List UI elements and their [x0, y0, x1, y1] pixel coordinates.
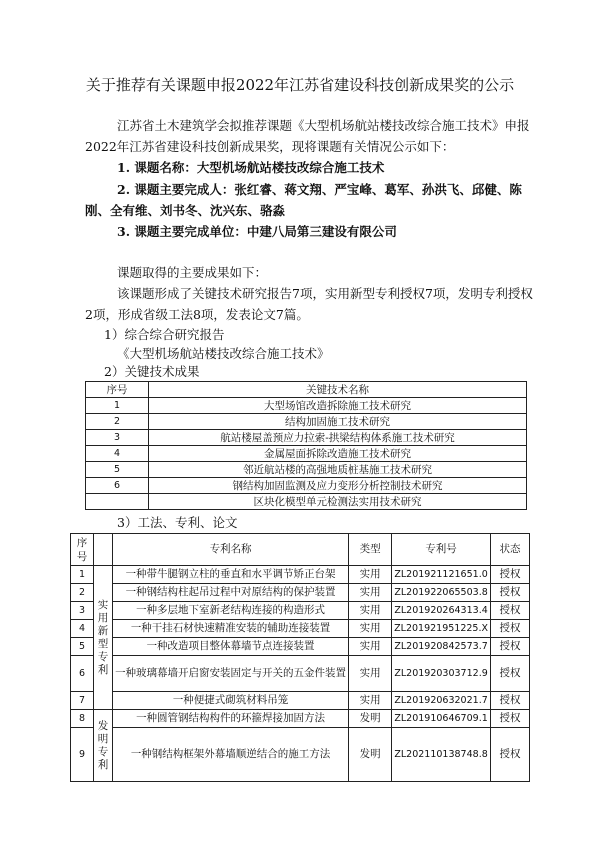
item-project-name: 1. 课题名称：大型机场航站楼技改综合施工技术: [117, 160, 385, 175]
cell-name: 一种带牛腿钢立柱的垂直和水平调节矫正台架: [113, 566, 349, 584]
col-header-no: 序号: [86, 382, 149, 398]
cell-no: 9: [71, 728, 94, 782]
cell-type: 发明: [349, 710, 392, 728]
cell-id: ZL202110138748.8: [392, 728, 491, 782]
col-header-no: 序号: [71, 534, 94, 566]
cell-type: 实用: [349, 620, 392, 638]
cell-type: 实用: [349, 656, 392, 692]
cell-no: 3: [86, 430, 149, 446]
table-row: [86, 494, 527, 510]
cell-status: 授权: [491, 602, 530, 620]
cell-type: 实用: [349, 566, 392, 584]
table-header-row: [86, 382, 527, 398]
cell-name: 一种干挂石材快速精准安装的辅助连接装置: [113, 620, 349, 638]
page-title: 关于推荐有关课题申报2022年江苏省建设科技创新成果奖的公示: [85, 76, 515, 94]
intro-line-1: 江苏省土木建筑学会拟推荐课题《大型机场航站楼技改综合施工技术》申报: [117, 118, 530, 133]
cell-status: 授权: [491, 584, 530, 602]
table-row: [71, 656, 530, 692]
cell-status: 授权: [491, 638, 530, 656]
cell-name: 一种便捷式砌筑材料吊笼: [113, 692, 349, 710]
cell-no: 1: [86, 398, 149, 414]
subsection-report: 1）综合综合研究报告: [104, 327, 225, 342]
cell-status: 授权: [491, 620, 530, 638]
cell-id: ZL201921121651.0: [392, 566, 491, 584]
cell-tech: 邻近航站楼的高强地质桩基施工技术研究: [149, 462, 527, 478]
cell-type: 实用: [349, 692, 392, 710]
cell-no: 8: [71, 710, 94, 728]
item-members-line-2: 刚、全有维、刘书冬、沈兴东、骆淼: [85, 203, 286, 218]
item-unit: 3. 课题主要完成单位：中建八局第三建设有限公司: [117, 224, 397, 239]
cell-no: 7: [71, 692, 94, 710]
cell-id: ZL201910646709.1: [392, 710, 491, 728]
cell-name: 一种多层地下室新老结构连接的构造形式: [113, 602, 349, 620]
tech-table: [85, 381, 527, 510]
table-row: [71, 638, 530, 656]
results-line-1: 该课题形成了关键技术研究报告7项，实用新型专利授权7项，发明专利授权: [117, 286, 533, 301]
table-row: [86, 478, 527, 494]
cell-name: 一种改造项目整体幕墙节点连接装置: [113, 638, 349, 656]
cell-tech: 大型场馆改造拆除施工技术研究: [149, 398, 527, 414]
subsection-patents: 3）工法、专利、论文: [117, 515, 238, 530]
cell-id: ZL201921951225.X: [392, 620, 491, 638]
cell-type: 实用: [349, 584, 392, 602]
cell-name: 一种圆管钢结构构件的环箍焊接加固方法: [113, 710, 349, 728]
intro-line-2: 2022年江苏省建设科技创新成果奖，现将课题有关情况公示如下：: [85, 139, 455, 154]
cell-type: 实用: [349, 638, 392, 656]
cell-no: [86, 494, 149, 510]
cell-status: 授权: [491, 566, 530, 584]
group-invention: 发明专利: [94, 710, 113, 782]
cell-no: 6: [86, 478, 149, 494]
table-row: [71, 620, 530, 638]
cell-no: 5: [71, 638, 94, 656]
table-row: [71, 602, 530, 620]
table-row: [86, 462, 527, 478]
table-row: [86, 398, 527, 414]
table-row: [86, 414, 527, 430]
table-row: [71, 710, 530, 728]
col-header-id: 专利号: [392, 534, 491, 566]
cell-tech: 区块化模型单元检测法实用技术研究: [149, 494, 527, 510]
cell-status: 授权: [491, 656, 530, 692]
cell-tech: 钢结构加固监测及应力变形分析控制技术研究: [149, 478, 527, 494]
cell-id: ZL201920264313.4: [392, 602, 491, 620]
cell-no: 2: [86, 414, 149, 430]
cell-id: ZL201920632021.7: [392, 692, 491, 710]
table-row: [86, 430, 527, 446]
cell-tech: 金属屋面拆除改造施工技术研究: [149, 446, 527, 462]
item-members-line-1: 2. 课题主要完成人：张红睿、蒋文翔、严宝峰、葛军、孙洪飞、邱健、陈: [117, 182, 522, 197]
subsection-tech: 2）关键技术成果: [104, 364, 200, 379]
cell-tech: 航站楼屋盖预应力拉索-拱梁结构体系施工技术研究: [149, 430, 527, 446]
col-header-name: 专利名称: [113, 534, 349, 566]
results-line-2: 2项，形成省级工法8项，发表论文7篇。: [85, 307, 309, 322]
table-row: [71, 584, 530, 602]
cell-id: ZL201920303712.9: [392, 656, 491, 692]
cell-no: 2: [71, 584, 94, 602]
cell-type: 发明: [349, 728, 392, 782]
cell-type: 实用: [349, 602, 392, 620]
cell-name: 一种钢结构框架外幕墙顺逆结合的施工方法: [113, 728, 349, 782]
results-heading: 课题取得的主要成果如下：: [117, 265, 268, 280]
cell-status: 授权: [491, 710, 530, 728]
table-row: [71, 692, 530, 710]
table-header-row: [71, 534, 530, 566]
group-utility: 实用新型专利: [94, 566, 113, 710]
cell-no: 4: [86, 446, 149, 462]
cell-no: 3: [71, 602, 94, 620]
table-row: [71, 566, 530, 584]
table-row: [86, 446, 527, 462]
cell-name: 一种钢结构柱起吊过程中对原结构的保护装置: [113, 584, 349, 602]
col-header-status: 状态: [491, 534, 530, 566]
cell-no: 6: [71, 656, 94, 692]
cell-no: 4: [71, 620, 94, 638]
cell-no: 5: [86, 462, 149, 478]
report-title: 《大型机场航站楼技改综合施工技术》: [117, 346, 330, 361]
cell-status: 授权: [491, 728, 530, 782]
cell-no: 1: [71, 566, 94, 584]
col-header-type: 类型: [349, 534, 392, 566]
col-header-tech: 关键技术名称: [149, 382, 527, 398]
table-row: [71, 728, 530, 782]
col-header-group: [94, 534, 113, 566]
patent-table: [70, 533, 530, 782]
cell-id: ZL201920842573.7: [392, 638, 491, 656]
cell-name: 一种玻璃幕墙开启窗安装固定与开关的五金件装置: [113, 656, 349, 692]
cell-id: ZL201922065503.8: [392, 584, 491, 602]
cell-status: 授权: [491, 692, 530, 710]
cell-tech: 结构加固施工技术研究: [149, 414, 527, 430]
